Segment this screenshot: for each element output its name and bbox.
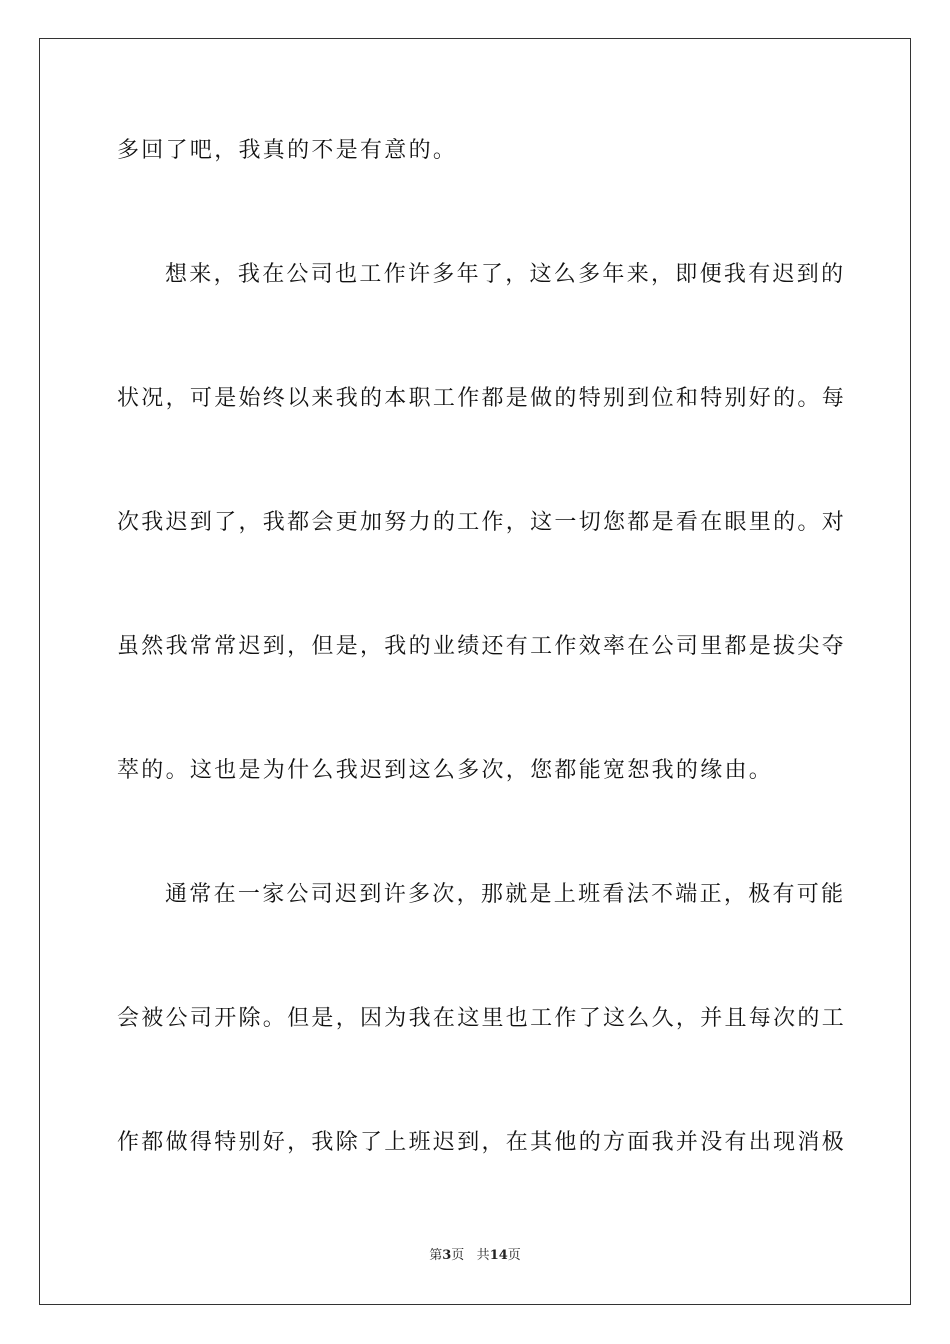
text-line: 多回了吧，我真的不是有意的。 (117, 138, 458, 163)
page-number: 3 (442, 1248, 452, 1263)
text-line: 作都做得特别好，我除了上班迟到，在其他的方面我并没有出现消极 (117, 1130, 847, 1155)
page-suffix: 页 (451, 1248, 465, 1263)
page-footer (0, 1247, 950, 1265)
page-border (39, 38, 911, 1305)
total-pages: 14 (489, 1248, 508, 1263)
text-line: 通常在一家公司迟到许多次，那就是上班看法不端正，极有可能 (165, 882, 846, 907)
total-suffix: 页 (507, 1248, 521, 1263)
text-line: 次我迟到了，我都会更加努力的工作，这一切您都是看在眼里的。对 (117, 510, 847, 535)
page-prefix: 第 (429, 1248, 443, 1263)
text-line: 会被公司开除。但是，因为我在这里也工作了这么久，并且每次的工 (117, 1006, 847, 1031)
footer-gap (464, 1248, 476, 1263)
text-line: 虽然我常常迟到，但是，我的业绩还有工作效率在公司里都是拔尖夺 (117, 634, 847, 659)
total-prefix: 共 (476, 1248, 490, 1263)
text-line: 萃的。这也是为什么我迟到这么多次，您都能宽恕我的缘由。 (117, 758, 774, 783)
text-line: 状况，可是始终以来我的本职工作都是做的特别到位和特别好的。每 (117, 386, 847, 411)
text-line: 想来，我在公司也工作许多年了，这么多年来，即便我有迟到的 (165, 262, 846, 287)
